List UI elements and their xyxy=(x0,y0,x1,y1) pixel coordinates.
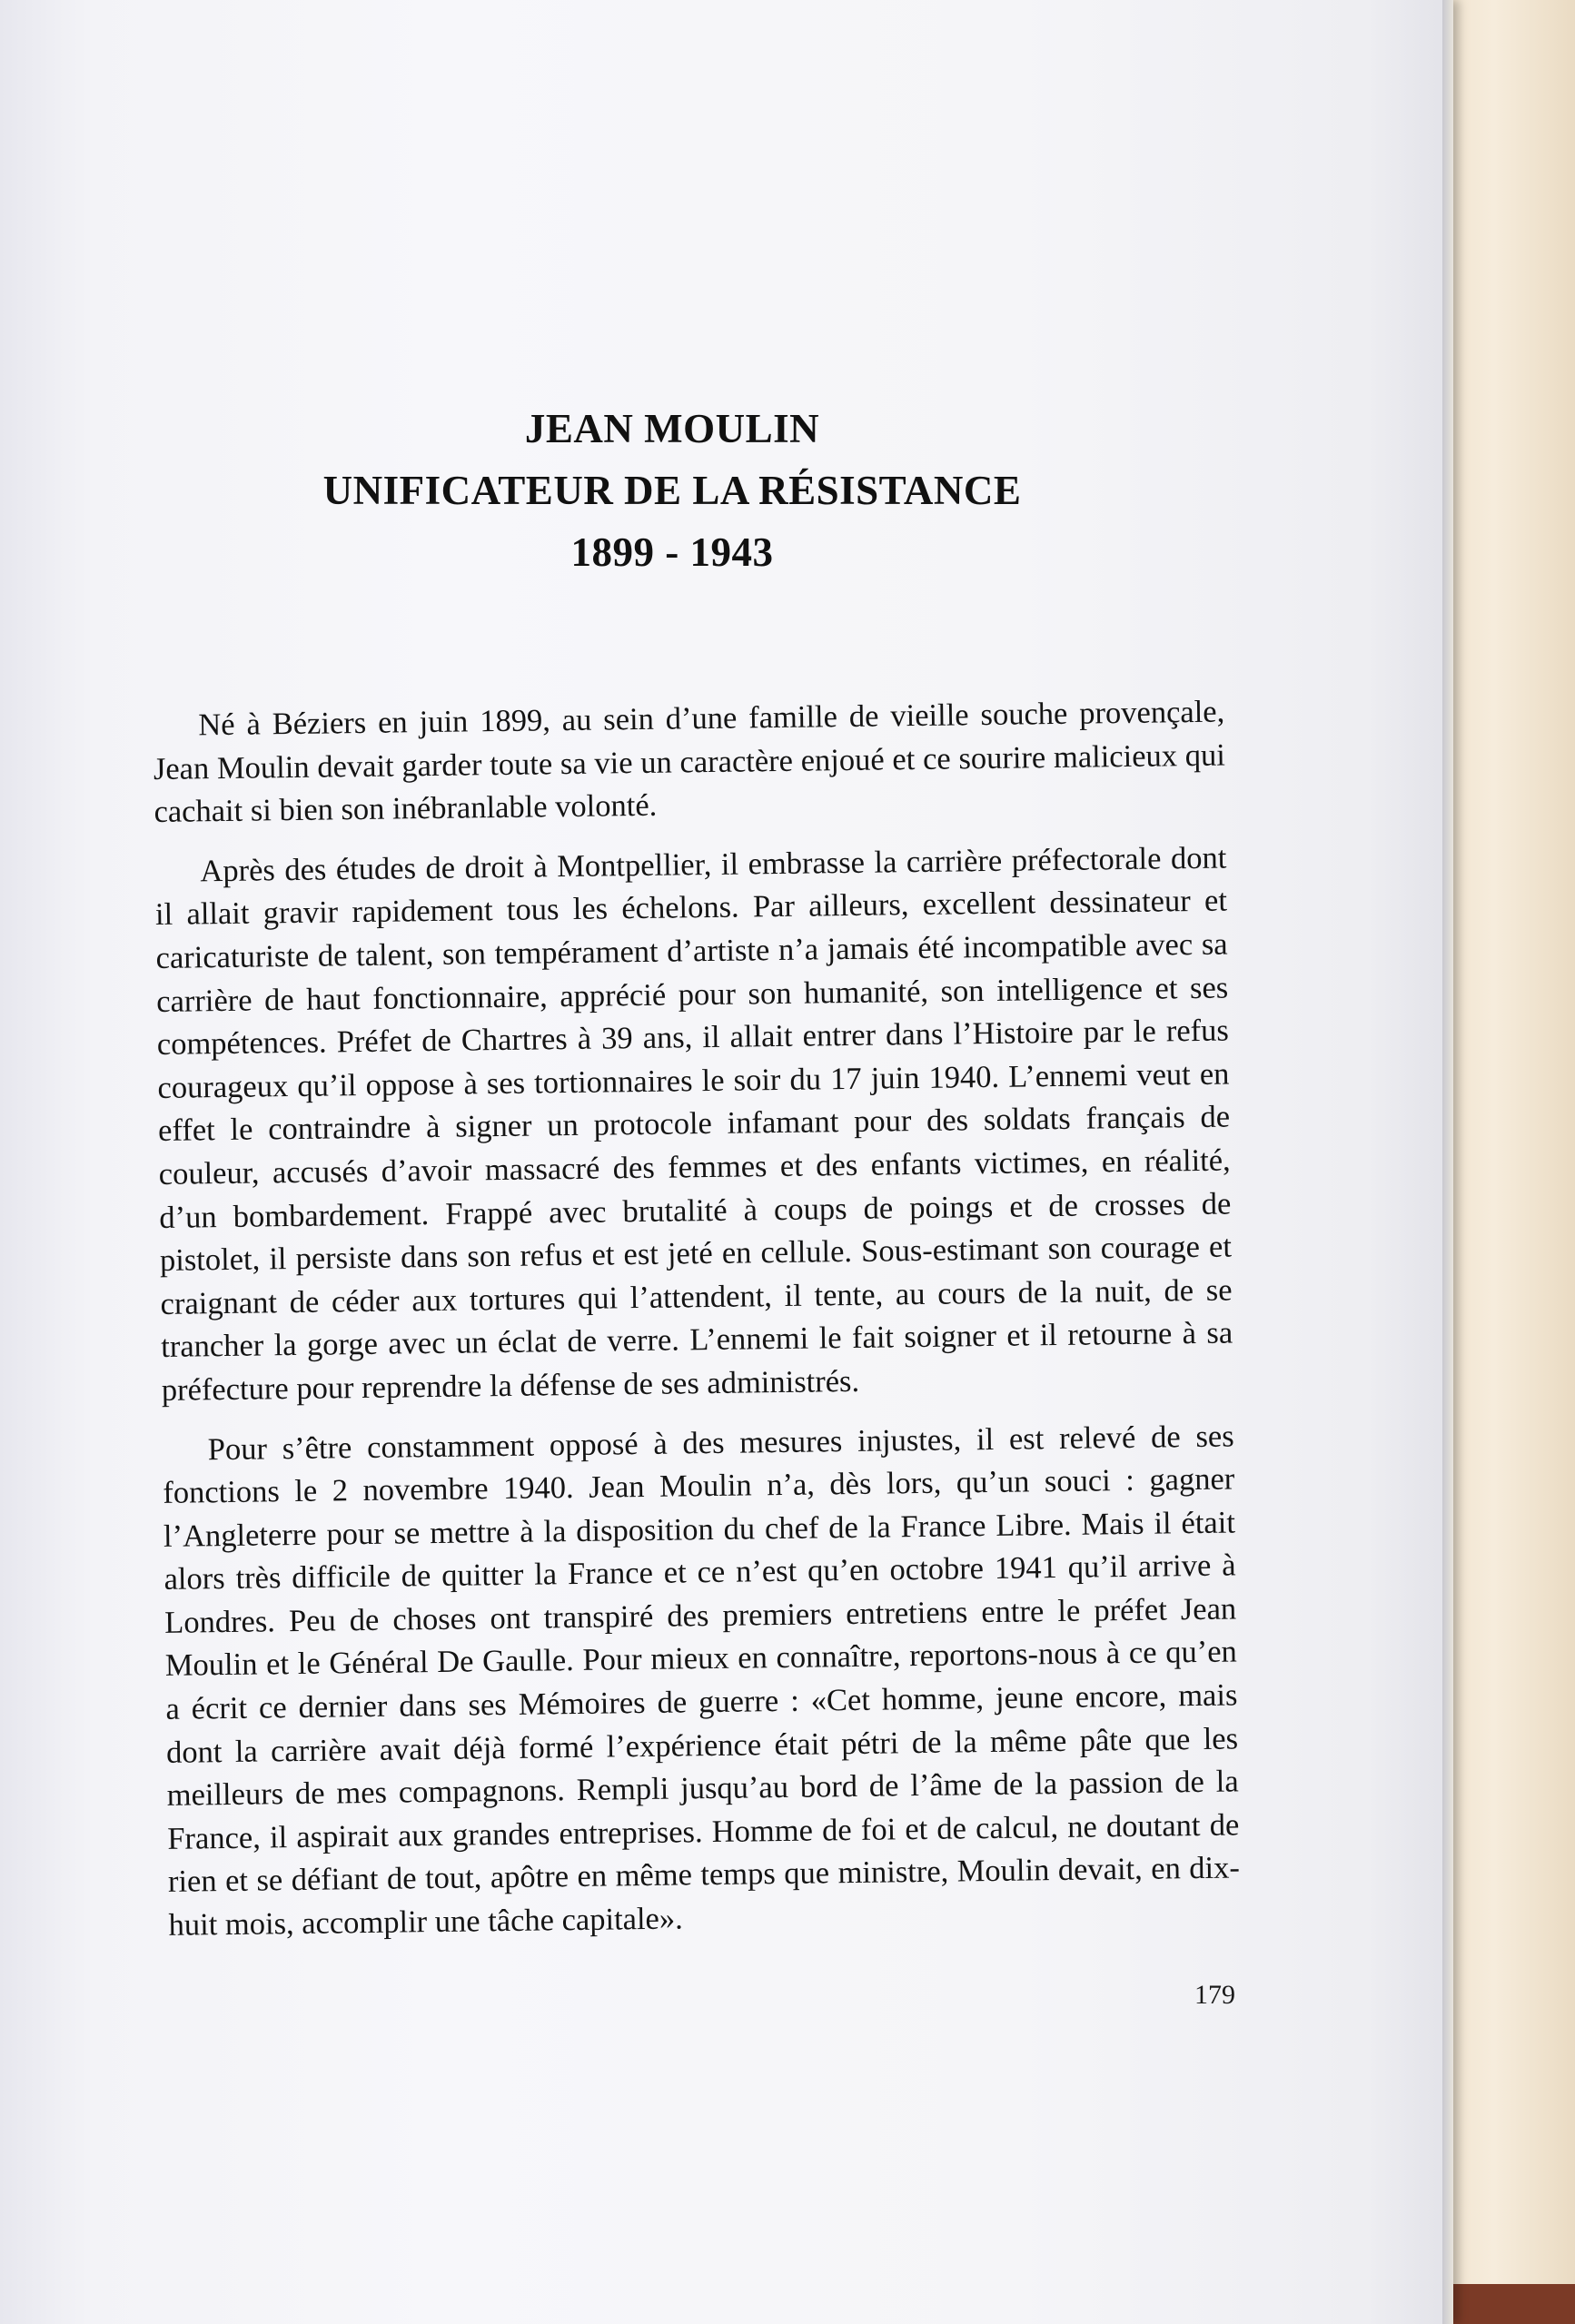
title-subtitle: UNIFICATEUR DE LA RÉSISTANCE xyxy=(322,468,1022,513)
title-dates: 1899 - 1943 xyxy=(570,529,774,575)
page-edge xyxy=(1442,0,1453,2324)
body-text xyxy=(153,691,1241,1964)
table-background xyxy=(1440,0,1575,2324)
paragraph-3: Pour s’être constamment opposé à des mesures injustes, il est relevé de ses fonctions le 2 novembre 1940. Jean Moulin n’a, dès lors, qu’un souci : gagner l’Angleterre pour se mettre à la disposition du chef de la France Libre. Mais il était alors très difficile de quitter la France et ce n’est qu’en octobre 1941 qu’il arrive à Londres. Peu de choses ont transpiré des premiers entretiens entre le préfet Jean Moulin et le Général De Gaulle. Pour mieux en connaître, reportons-nous à ce qu’en a écrit ce dernier dans ses Mémoires de guerre : «Cet homme, jeune encore, mais dont la carrière avait déjà formé l’expérience était pétri de la même pâte que les meilleurs de mes compagnons. Rempli jusqu’au bord de l’âme de la passion de la France, il aspirait aux grandes entreprises. Homme de foi et de calcul, ne doutant de rien et se défiant de tout, apôtre en même temps que ministre, Moulin devait, en dix-huit mois, accomplir une tâche capitale». xyxy=(163,1418,1241,1943)
paragraph-2: Après des études de droit à Montpellier, il embrasse la carrière préfectorale dont il allait gravir rapidement tous les échelons. Par ailleurs, excellent dessinateur et caricaturiste de talent, son tempérament d’artiste n’a jamais été incompatible avec sa carrière de haut fonctionnaire, apprécié pour son humanité, son intelligence et ses compétences. Préfet de Chartres à 39 ans, il allait entrer dans l’Histoire par le refus courageux qu’il oppose à ses tortionnaires le soir du 17 juin 1940. L’ennemi veut en effet le contraindre à signer un protocole infamant pour des soldats français de couleur, accusés d’avoir massacré des femmes et des enfants victimes, en réalité, d’un bombardement. Frappé avec brutalité à coups de poings et de crosses de pistolet, il persiste dans son refus et est jeté en cellule. Sous-estimant son courage et craignant de céder aux tortures qui l’attendent, il tente, au cours de la nuit, de se trancher la gorge avec un éclat de verre. L’ennemi le fait soigner et il retourne à sa préfecture pour reprendre la défense de ses administrés. xyxy=(154,840,1233,1408)
title-name: JEAN MOULIN xyxy=(524,406,820,451)
chapter-title xyxy=(218,398,1126,583)
paragraph-1: Né à Béziers en juin 1899, au sein d’une famille de vieille souche provençale, Jean Moulin devait garder toute sa vie un caractère enjoué et ce sourire malicieux qui cachait si bien son inébranlable volonté. xyxy=(153,694,1226,830)
page-number: 179 xyxy=(1194,1980,1235,2010)
